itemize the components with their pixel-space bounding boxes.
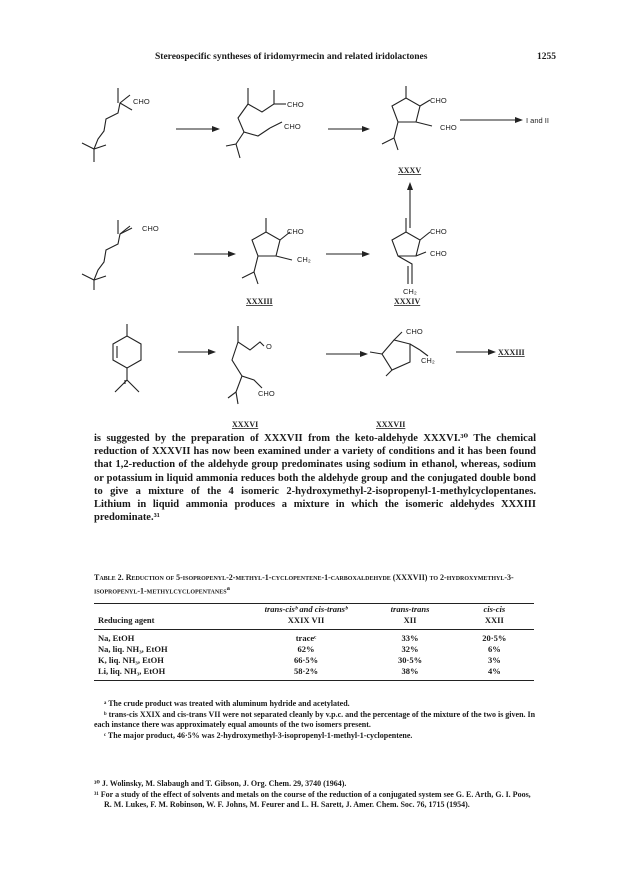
arrow-5 (326, 251, 370, 257)
label-cho: CHO (133, 97, 150, 106)
arrow-1 (176, 126, 220, 132)
reaction-scheme (0, 0, 625, 430)
arrow-2 (328, 126, 370, 132)
table-row: Li, liq. NH₃, EtOH 58·2% 38% 4% (94, 666, 534, 681)
structure-row1-c (382, 86, 457, 150)
arrow-3 (460, 117, 523, 123)
compound-xxxvi: XXXVI (232, 420, 259, 429)
table-footnotes (94, 699, 536, 741)
structure-row3-b (228, 326, 275, 404)
table-caption (94, 572, 536, 597)
compound-xxxvii: XXXVII (376, 420, 406, 429)
structure-row1-a (82, 88, 150, 162)
table-title: Reduction of 5-isopropenyl-2-methyl-1-cyclopentene-1-carboxaldehyde (XXXVII) to 2-hydroxymethyl-3-isopropenyl-1-methylcyclopentanes (94, 573, 514, 596)
arrow-up (407, 182, 413, 228)
header-col3-bottom: XXII (455, 615, 534, 630)
structure-row3-c (370, 327, 435, 376)
svg-text:CHO: CHO (430, 96, 447, 105)
header-col3-top: cis-cis (483, 604, 506, 614)
page-number: 1255 (537, 52, 556, 62)
header-agent: Reducing agent (94, 615, 247, 630)
structure-row1-b (226, 88, 304, 158)
svg-text:CHO: CHO (284, 122, 301, 131)
svg-text:CHO: CHO (287, 227, 304, 236)
compound-xxxiv: XXXIV (394, 297, 421, 306)
body-paragraph: is suggested by the preparation of XXXVII from the keto-aldehyde XXXVI.³⁰ The chemical reduction of XXXVII has now been examined under a variety of conditions and it has been found that 1,2-reduction of the aldehyde group predominates using sodium in ethanol, whereas, sodium or potassium in liquid ammonia reduces both the aldehyde group and the conjugated double bond to give a mixture of the 4 isomeric 2-hydroxymethyl-2-isopropenyl-1-methylcyclopentanes. Lithium in liquid ammonia produces a mixture in which the isomeric aldehydes XXXIII predominate.³¹ (94, 433, 536, 524)
svg-text:CHO: CHO (430, 227, 447, 236)
table-row: K, liq. NH₃, EtOH 66·5% 30·5% 3% (98, 655, 501, 665)
header-col1-bottom: XXIX VII (247, 615, 366, 630)
svg-text:CHO: CHO (142, 224, 159, 233)
header-col1-top: trans-cisᵇ and cis-transᵇ (264, 604, 348, 614)
svg-text:CHO: CHO (258, 389, 275, 398)
table-label: Table 2. (94, 573, 124, 582)
arrow-8 (456, 349, 496, 355)
svg-text:CH₂: CH₂ (297, 255, 311, 264)
table-row: Na, EtOH traceᶜ 33% 20·5% (98, 633, 507, 643)
footnote-a: ᵃ The crude product was treated with aluminum hydride and acetylated. (104, 699, 350, 708)
footnote-c: ᶜ The major product, 46·5% was 2-hydroxymethyl-3-isopropenyl-1-methyl-1-cyclopentene. (104, 730, 413, 740)
structure-row2-b (242, 218, 311, 284)
svg-text:CHO: CHO (287, 100, 304, 109)
table-caption-note: a (226, 585, 230, 592)
compound-xxxv: XXXV (398, 166, 422, 175)
references (94, 779, 536, 811)
arrow-4 (194, 251, 236, 257)
svg-text:CHO: CHO (430, 249, 447, 258)
structure-row2-c (392, 218, 447, 296)
label-i-and-ii: I and II (526, 116, 549, 125)
reference-30: ³⁰ J. Wolinsky, M. Slabaugh and T. Gibson, J. Org. Chem. 29, 3740 (1964). (94, 779, 347, 788)
svg-text:CHO: CHO (440, 123, 457, 132)
table-row: Na, liq. NH₃, EtOH 62% 32% 6% (98, 644, 501, 654)
reference-31: ³¹ For a study of the effect of solvents and metals on the course of the reduction of a conjugated system see G. E. Arth, G. I. Poos, R. M. Lukes, F. M. Robinson, W. F. Johns, M. Feurer and L. H. Sarett, J. Amer. Chem. Soc. 76, 1715 (1954). (94, 789, 531, 809)
structure-row2-a (82, 220, 159, 290)
svg-text:CHO: CHO (406, 327, 423, 336)
results-table (94, 603, 534, 681)
footnote-b: ᵇ trans-cis XXIX and cis-trans VII were not separated cleanly by v.p.c. and the percentage of the mixture of the two is given. In each instance there was approximately equal amounts of the two isomers present. (94, 709, 536, 729)
arrow-6 (178, 349, 216, 355)
svg-text:CH₂: CH₂ (421, 356, 435, 365)
compound-xxxiii-a: XXXIII (246, 297, 273, 306)
running-title: Stereospecific syntheses of iridomyrmecin and related iridolactones (155, 52, 428, 62)
compound-xxxiii-b: XXXIII (498, 348, 525, 357)
arrow-7 (326, 351, 368, 357)
header-col2-bottom: XII (365, 615, 454, 630)
header-col2-top: trans-trans (390, 604, 430, 614)
label-o: O (266, 342, 272, 351)
svg-text:CH₂: CH₂ (403, 287, 417, 296)
structure-row3-a (113, 324, 141, 392)
